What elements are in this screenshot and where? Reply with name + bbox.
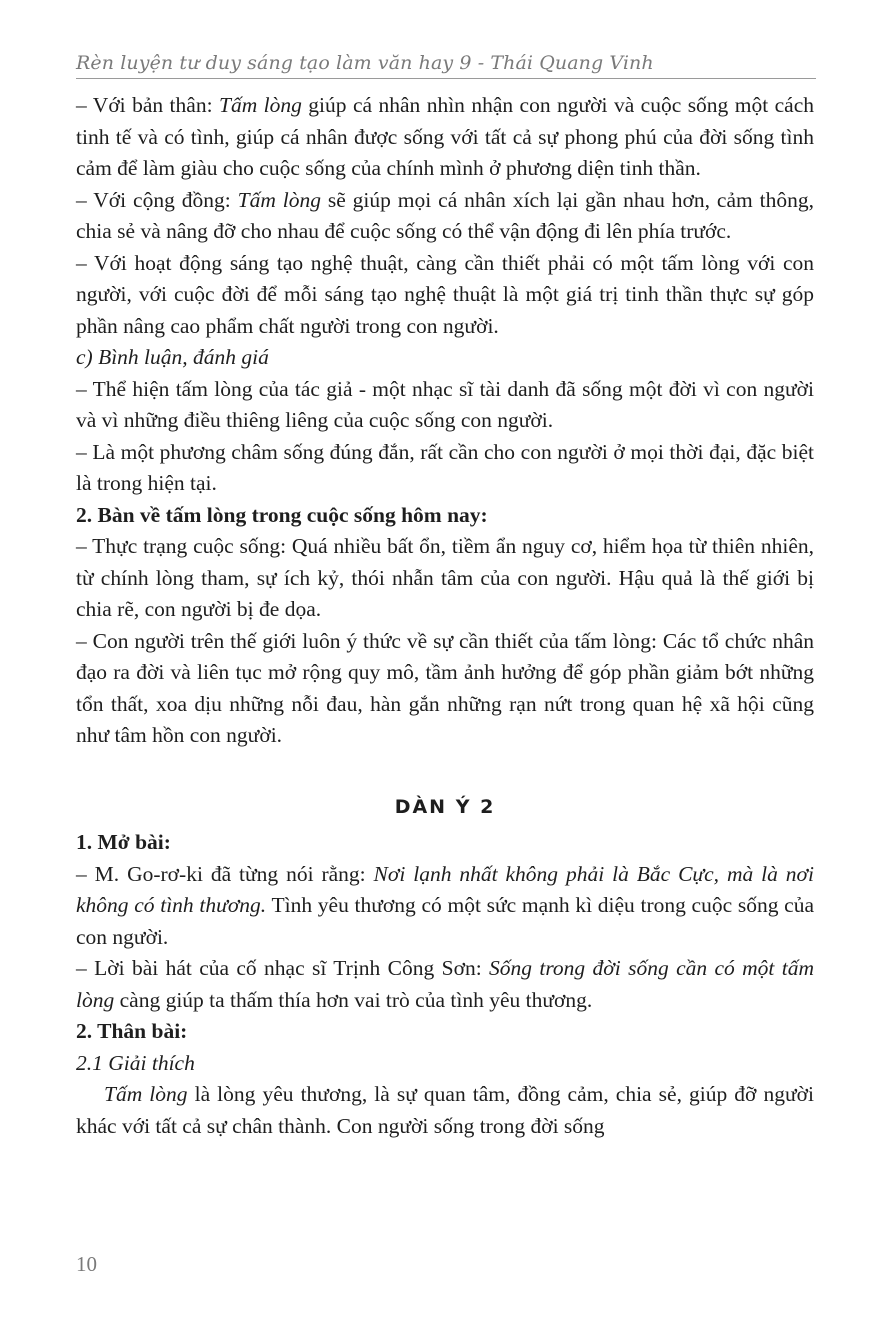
paragraph-phuong-cham: – Là một phương châm sống đúng đắn, rất cần cho con người ở mọi thời đại, đặc biệt là trong hiện tại.: [76, 439, 814, 495]
paragraph-cong-dong: [76, 185, 814, 248]
paragraph-text: sẽ giúp mọi cá nhân xích lại gần nhau hơn, cảm thông, chia sẻ và nâng đỡ cho nhau để cuộc sống có thể vận động đi lên phía trước.: [76, 187, 814, 243]
subheading-binh-luan: c) Bình luận, đánh giá: [76, 345, 269, 369]
page-content: [76, 90, 814, 1142]
paragraph-text: là lòng yêu thương, là sự quan tâm, đồng cảm, chia sẻ, giúp đỡ người khác với tất cả sự chân thành. Con người sống trong đời sống: [76, 1082, 814, 1138]
paragraph-tam-long: [76, 1079, 814, 1142]
italic-term: Tấm lòng: [104, 1082, 188, 1106]
italic-quote: Nơi lạnh nhất không phải là Bắc Cực, mà là nơi không có tình thương.: [76, 861, 814, 917]
italic-term: Tấm lòng: [237, 187, 321, 212]
paragraph-text: – M. Go-rơ-ki đã từng nói rằng:: [76, 861, 374, 886]
header-divider: [76, 78, 816, 79]
paragraph-text: càng giúp ta thấm thía hơn vai trò của tình yêu thương.: [114, 987, 593, 1012]
subheading-giai-thich: 2.1 Giải thích: [76, 1050, 195, 1075]
paragraph-text: – Với cộng đồng:: [76, 187, 238, 212]
paragraph-go-ro-ki: [76, 859, 814, 954]
paragraph-nghe-thuat: – Với hoạt động sáng tạo nghệ thuật, càng cần thiết phải có một tấm lòng với con người, với cuộc đời để mỗi sáng tạo nghệ thuật là một giá trị tinh thần thực sự góp phần nâng cao phẩm chất người trong con người.: [76, 250, 814, 338]
heading-ban-ve: 2. Bàn về tấm lòng trong cuộc sống hôm nay:: [76, 502, 488, 527]
italic-quote: Sống trong đời sống cần có một tấm lòng: [76, 956, 814, 1012]
paragraph-trinh-cong-son: [76, 953, 814, 1016]
paragraph-text: giúp cá nhân nhìn nhận con người và cuộc sống một cách tinh tế và có tình, giúp cá nhân được sống với tất cả sự phong phú của đời sống tình cảm để làm giàu cho cuộc sống của chính mình ở phương diện tinh thần.: [76, 93, 814, 180]
italic-term: Tấm lòng: [218, 93, 302, 117]
paragraph-thuc-trang: – Thực trạng cuộc sống: Quá nhiều bất ổn, tiềm ẩn nguy cơ, hiểm họa từ thiên nhiên, từ chính lòng tham, sự ích kỷ, thói nhẫn tâm của con người. Hậu quả là thế giới bị chia rẽ, con người bị đe dọa.: [76, 534, 814, 621]
section-heading: DÀN Ý 2: [394, 795, 496, 818]
paragraph-the-hien: – Thể hiện tấm lòng của tác giả - một nhạc sĩ tài danh đã sống một đời vì con người và vì những điều thiêng liêng của cuộc sống con người.: [76, 376, 814, 432]
paragraph-text: – Lời bài hát của cố nhạc sĩ Trịnh Công Sơn:: [76, 956, 490, 980]
heading-than-bai: 2. Thân bài:: [76, 1019, 188, 1043]
heading-mo-bai: 1. Mở bài:: [76, 830, 171, 854]
running-header: Rèn luyện tư duy sáng tạo làm văn hay 9 - Thái Quang Vinh: [76, 52, 654, 74]
paragraph-y-thuc: – Con người trên thế giới luôn ý thức về sự cần thiết của tấm lòng: Các tổ chức nhân đạo ra đời và liên tục mở rộng quy mô, tầm ảnh hưởng để góp phần giảm bớt những tổn thất, xoa dịu những nỗi đau, hàn gắn những rạn nứt trong quan hệ xã hội cũng như tâm hồn con người.: [76, 628, 814, 747]
paragraph-ban-than: [76, 90, 814, 185]
paragraph-text: Tình yêu thương có một sức mạnh kì diệu trong cuộc sống của con người.: [76, 893, 814, 949]
paragraph-text: – Với bản thân:: [76, 93, 219, 117]
page-number: 10: [76, 1252, 97, 1276]
